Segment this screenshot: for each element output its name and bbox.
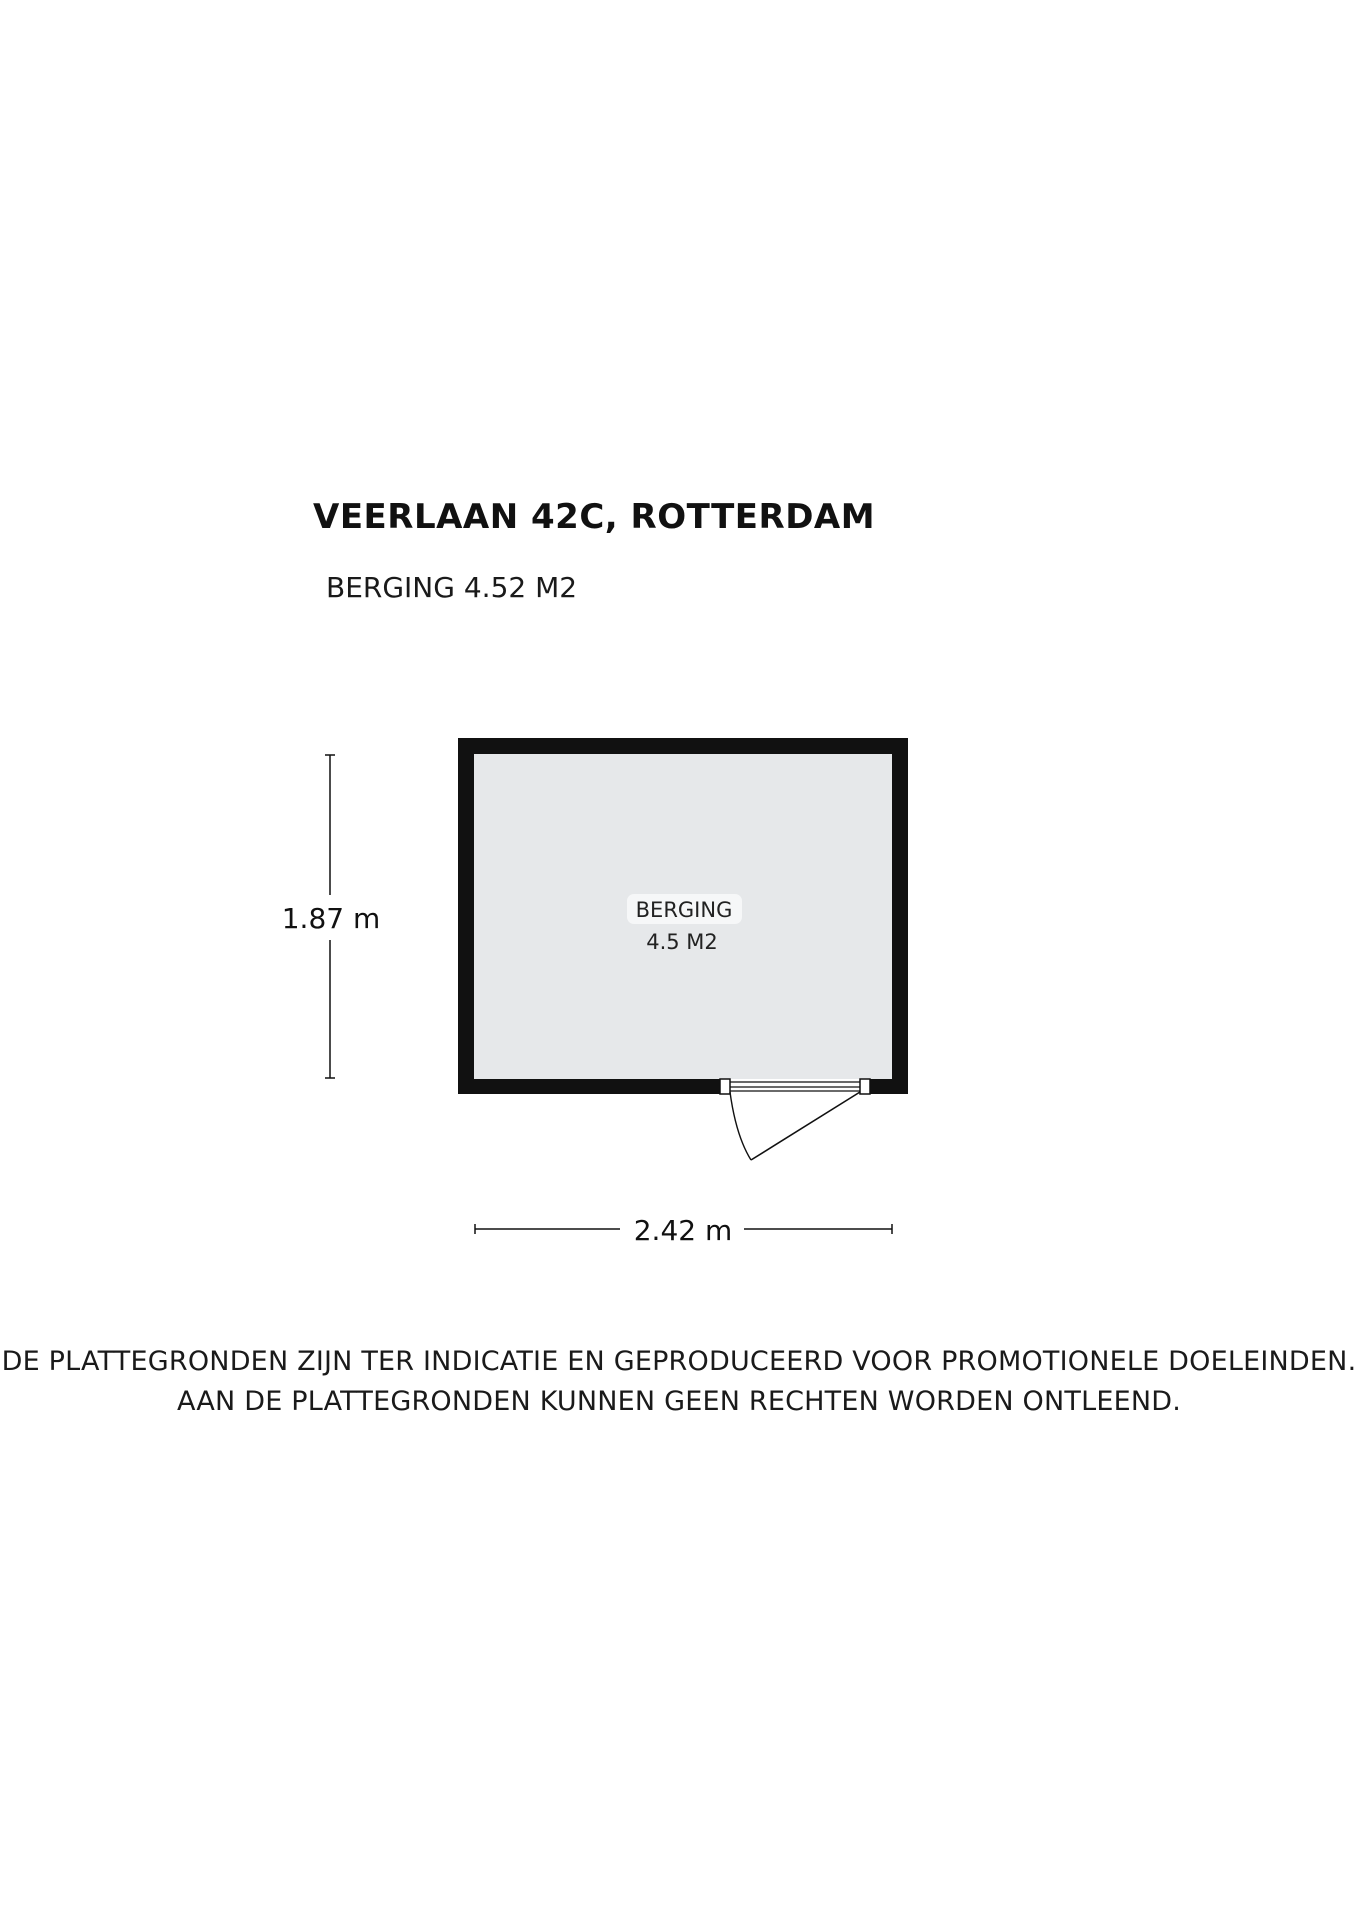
wall-left bbox=[458, 738, 474, 1094]
page-title: VEERLAAN 42C, ROTTERDAM bbox=[313, 497, 876, 537]
room-area: 4.5 M2 bbox=[646, 930, 718, 954]
door-frame-right bbox=[860, 1079, 870, 1094]
disclaimer-line-1: DE PLATTEGRONDEN ZIJN TER INDICATIE EN GEPRODUCEERD VOOR PROMOTIONELE DOELEINDEN. bbox=[1, 1346, 1357, 1377]
wall-bottom-right bbox=[870, 1079, 908, 1094]
wall-bottom-left bbox=[458, 1079, 720, 1094]
height-label: 1.87 m bbox=[281, 902, 381, 935]
disclaimer-line-2: AAN DE PLATTEGRONDEN KUNNEN GEEN RECHTEN WORDEN ONTLEEND. bbox=[176, 1386, 1182, 1417]
page-subtitle: BERGING 4.52 M2 bbox=[326, 571, 578, 604]
room-name: BERGING bbox=[635, 898, 733, 922]
wall-top bbox=[458, 738, 908, 754]
door-swing-arc bbox=[730, 1092, 751, 1160]
wall-right bbox=[892, 738, 908, 1094]
door bbox=[720, 1079, 870, 1160]
door-frame-left bbox=[720, 1079, 730, 1094]
width-label: 2.42 m bbox=[633, 1214, 733, 1247]
door-leaf bbox=[751, 1092, 860, 1160]
